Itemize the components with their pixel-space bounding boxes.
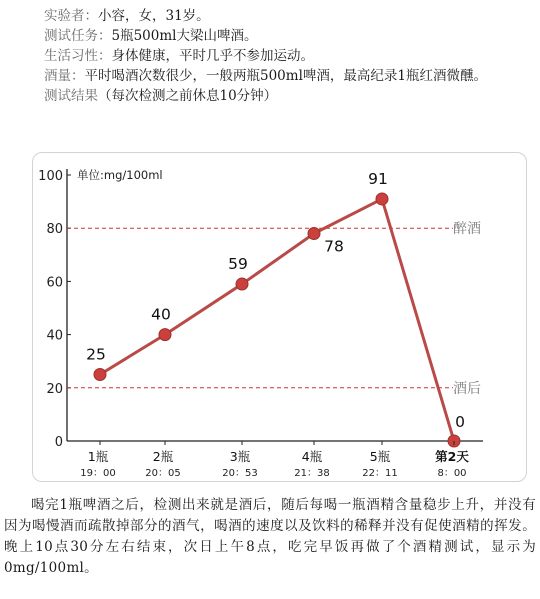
habit-row	[4, 46, 536, 66]
experiment-info	[4, 6, 536, 106]
data-point	[94, 369, 106, 381]
subject-row	[4, 6, 536, 26]
result-row	[4, 86, 536, 106]
capacity-row	[4, 66, 536, 86]
alcohol-line-chart	[33, 153, 526, 481]
x-time-label: 20：05	[145, 468, 181, 479]
result-label: 测试结果	[44, 88, 98, 104]
capacity-label: 酒量：	[44, 68, 85, 84]
x-category-label: 4瓶	[301, 449, 323, 464]
subject-label: 实验者：	[44, 8, 98, 24]
capacity-value: 平时喝酒次数很少，一般两瓶500ml啤酒，最高纪录1瓶红酒微醺。	[84, 68, 487, 84]
x-time-label: 22：11	[362, 468, 398, 479]
task-value: 5瓶500ml大梁山啤酒。	[111, 28, 258, 44]
data-point	[236, 278, 248, 290]
habit-value: 身体健康，平时几乎不参加运动。	[111, 48, 314, 64]
data-point	[376, 193, 388, 205]
y-tick-label: 100	[38, 169, 63, 184]
data-point	[159, 329, 171, 341]
unit-label: 单位:mg/100ml	[77, 168, 163, 182]
result-note: （每次检测之前休息10分钟）	[98, 88, 278, 104]
x-time-label: 21：38	[294, 468, 330, 479]
data-point	[308, 228, 320, 240]
reference-label: 酒后	[453, 380, 481, 397]
x-time-label: 20：53	[222, 468, 258, 479]
task-row	[4, 26, 536, 46]
data-label: 0	[455, 413, 465, 431]
conclusion-paragraph: 喝完1瓶啤酒之后，检测出来就是酒后，随后每喝一瓶酒精含量稳步上升，并没有因为喝慢酒而疏散掉部分的酒气，喝酒的速度以及饮料的稀释并没有促使酒精的挥发。晚上10点30分左右结束，次日上午8点，吃完早饭再做了个酒精测试，显示为0mg/100ml。	[4, 497, 536, 576]
y-tick-label: 20	[46, 381, 63, 397]
data-label: 59	[228, 255, 248, 274]
data-label: 25	[86, 345, 106, 364]
habit-label: 生活习性：	[44, 48, 112, 64]
x-category-label: 1瓶	[87, 449, 109, 464]
x-category-label: 第2天	[435, 449, 469, 464]
data-label: 91	[368, 169, 388, 188]
reference-label: 醉酒	[453, 221, 481, 238]
x-time-label: 19：00	[80, 468, 116, 479]
y-tick-label: 40	[46, 328, 63, 344]
chart-card	[32, 152, 527, 482]
x-category-label: 5瓶	[369, 449, 391, 464]
x-category-label: 2瓶	[152, 449, 174, 464]
y-tick-label: 60	[46, 275, 63, 291]
y-tick-label: 0	[54, 435, 63, 450]
subject-value: 小容，女，31岁。	[98, 8, 210, 24]
task-label: 测试任务：	[44, 28, 112, 44]
data-label: 40	[151, 305, 171, 324]
x-time-label: 8：00	[437, 468, 467, 479]
x-category-label: 3瓶	[229, 449, 251, 464]
data-label: 78	[324, 237, 344, 256]
y-tick-label: 80	[46, 222, 63, 238]
